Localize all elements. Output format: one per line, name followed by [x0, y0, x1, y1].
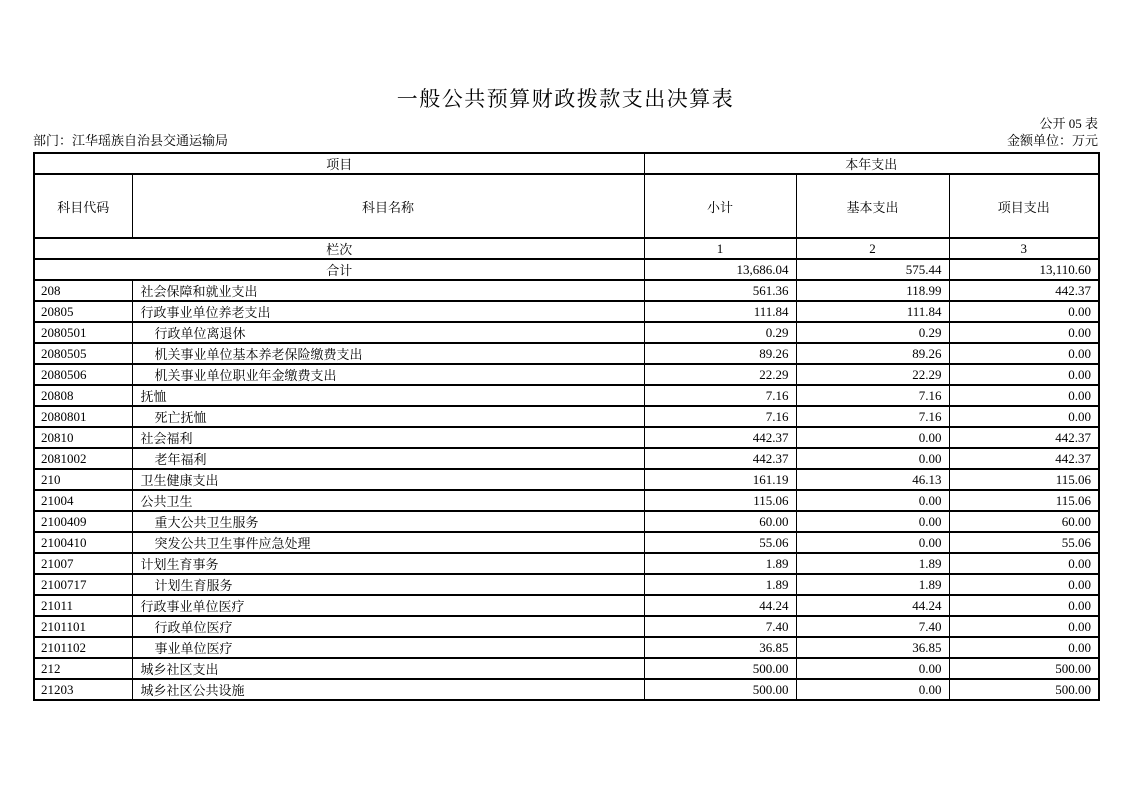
project-value: 115.06 [949, 469, 1099, 490]
subject-name: 行政单位医疗 [132, 616, 644, 637]
subtotal-value: 442.37 [644, 448, 796, 469]
subject-name: 死亡抚恤 [132, 406, 644, 427]
subtotal-value: 36.85 [644, 637, 796, 658]
subtotal-value: 60.00 [644, 511, 796, 532]
table-row [34, 574, 1099, 595]
table-row [34, 679, 1099, 700]
subject-code: 2080501 [34, 322, 132, 343]
budget-table [33, 152, 1100, 701]
table-row [34, 637, 1099, 658]
basic-value: 0.00 [796, 679, 949, 700]
unit-label: 金额单位：万元 [1006, 133, 1098, 148]
table-row [34, 532, 1099, 553]
project-value: 0.00 [949, 553, 1099, 574]
subtotal-value: 7.16 [644, 406, 796, 427]
subject-code: 21007 [34, 553, 132, 574]
subject-name: 城乡社区支出 [132, 658, 644, 679]
column-header-subtotal: 小计 [644, 174, 796, 238]
project-value: 0.00 [949, 616, 1099, 637]
subtotal-value: 7.16 [644, 385, 796, 406]
column-index-1: 1 [644, 238, 796, 259]
column-header-name: 科目名称 [132, 174, 644, 238]
subject-code: 20810 [34, 427, 132, 448]
table-row [34, 280, 1099, 301]
project-value: 0.00 [949, 637, 1099, 658]
subject-name: 机关事业单位基本养老保险缴费支出 [132, 343, 644, 364]
basic-value: 111.84 [796, 301, 949, 322]
subject-name: 计划生育事务 [132, 553, 644, 574]
table-row [34, 469, 1099, 490]
column-index-3: 3 [949, 238, 1099, 259]
project-value: 55.06 [949, 532, 1099, 553]
subtotal-value: 0.29 [644, 322, 796, 343]
basic-value: 1.89 [796, 553, 949, 574]
basic-value: 7.40 [796, 616, 949, 637]
subject-code: 210 [34, 469, 132, 490]
subtotal-value: 89.26 [644, 343, 796, 364]
subject-name: 城乡社区公共设施 [132, 679, 644, 700]
subject-name: 社会保障和就业支出 [132, 280, 644, 301]
subject-code: 2080505 [34, 343, 132, 364]
basic-value: 118.99 [796, 280, 949, 301]
total-basic-value: 575.44 [796, 259, 949, 280]
table-row [34, 595, 1099, 616]
column-header-basic: 基本支出 [796, 174, 949, 238]
project-value: 0.00 [949, 406, 1099, 427]
basic-value: 22.29 [796, 364, 949, 385]
table-row [34, 616, 1099, 637]
subject-code: 2080801 [34, 406, 132, 427]
project-value: 442.37 [949, 427, 1099, 448]
table-row [34, 385, 1099, 406]
basic-value: 0.00 [796, 490, 949, 511]
meta-row [33, 133, 1098, 149]
subject-name: 行政单位离退休 [132, 322, 644, 343]
subject-code: 2081002 [34, 448, 132, 469]
table-row [34, 658, 1099, 679]
subtotal-value: 161.19 [644, 469, 796, 490]
subject-name: 行政事业单位医疗 [132, 595, 644, 616]
table-row [34, 490, 1099, 511]
subtotal-value: 442.37 [644, 427, 796, 448]
header-group-row [34, 153, 1099, 174]
column-index-2: 2 [796, 238, 949, 259]
project-value: 0.00 [949, 574, 1099, 595]
basic-value: 44.24 [796, 595, 949, 616]
subject-code: 21011 [34, 595, 132, 616]
group-header-current-year: 本年支出 [644, 153, 1099, 174]
subject-name: 社会福利 [132, 427, 644, 448]
basic-value: 36.85 [796, 637, 949, 658]
subtotal-value: 500.00 [644, 658, 796, 679]
subject-name: 行政事业单位养老支出 [132, 301, 644, 322]
subject-name: 重大公共卫生服务 [132, 511, 644, 532]
department-label: 部门：江华瑶族自治县交通运输局 [33, 133, 229, 148]
total-row [34, 259, 1099, 280]
subject-code: 20808 [34, 385, 132, 406]
basic-value: 1.89 [796, 574, 949, 595]
subtotal-value: 1.89 [644, 574, 796, 595]
subject-code: 2100410 [34, 532, 132, 553]
basic-value: 7.16 [796, 385, 949, 406]
project-value: 115.06 [949, 490, 1099, 511]
subject-name: 公共卫生 [132, 490, 644, 511]
column-header-code: 科目代码 [34, 174, 132, 238]
subject-code: 2080506 [34, 364, 132, 385]
subject-name: 抚恤 [132, 385, 644, 406]
subject-name: 事业单位医疗 [132, 637, 644, 658]
page-title: 一般公共预算财政拨款支出决算表 [396, 87, 735, 111]
group-header-project: 项目 [34, 153, 644, 174]
subject-name: 老年福利 [132, 448, 644, 469]
header-index-row [34, 238, 1099, 259]
column-header-project: 项目支出 [949, 174, 1099, 238]
basic-value: 0.00 [796, 511, 949, 532]
column-index-label: 栏次 [34, 238, 644, 259]
subject-name: 机关事业单位职业年金缴费支出 [132, 364, 644, 385]
project-value: 0.00 [949, 343, 1099, 364]
basic-value: 7.16 [796, 406, 949, 427]
subtotal-value: 22.29 [644, 364, 796, 385]
project-value: 500.00 [949, 658, 1099, 679]
subtotal-value: 55.06 [644, 532, 796, 553]
project-value: 0.00 [949, 595, 1099, 616]
subtotal-value: 111.84 [644, 301, 796, 322]
table-row [34, 322, 1099, 343]
total-project-value: 13,110.60 [949, 259, 1099, 280]
subject-code: 2101102 [34, 637, 132, 658]
table-row [34, 553, 1099, 574]
subject-code: 2100409 [34, 511, 132, 532]
basic-value: 0.00 [796, 448, 949, 469]
subject-code: 2100717 [34, 574, 132, 595]
table-row [34, 364, 1099, 385]
subtotal-value: 1.89 [644, 553, 796, 574]
table-row [34, 427, 1099, 448]
table-row [34, 406, 1099, 427]
basic-value: 46.13 [796, 469, 949, 490]
basic-value: 0.29 [796, 322, 949, 343]
project-value: 442.37 [949, 280, 1099, 301]
subject-name: 卫生健康支出 [132, 469, 644, 490]
basic-value: 0.00 [796, 427, 949, 448]
subtotal-value: 7.40 [644, 616, 796, 637]
header-columns-row [34, 174, 1099, 238]
basic-value: 0.00 [796, 532, 949, 553]
table-row [34, 448, 1099, 469]
subtotal-value: 561.36 [644, 280, 796, 301]
basic-value: 89.26 [796, 343, 949, 364]
subject-code: 21004 [34, 490, 132, 511]
total-label: 合计 [34, 259, 644, 280]
project-value: 0.00 [949, 364, 1099, 385]
project-value: 0.00 [949, 301, 1099, 322]
table-row [34, 301, 1099, 322]
subtotal-value: 115.06 [644, 490, 796, 511]
subject-code: 212 [34, 658, 132, 679]
subject-code: 20805 [34, 301, 132, 322]
project-value: 442.37 [949, 448, 1099, 469]
table-row [34, 511, 1099, 532]
subject-code: 208 [34, 280, 132, 301]
subject-name: 突发公共卫生事件应急处理 [132, 532, 644, 553]
project-value: 0.00 [949, 322, 1099, 343]
subject-code: 2101101 [34, 616, 132, 637]
total-subtotal-value: 13,686.04 [644, 259, 796, 280]
subtotal-value: 44.24 [644, 595, 796, 616]
subject-code: 21203 [34, 679, 132, 700]
project-value: 60.00 [949, 511, 1099, 532]
subtotal-value: 500.00 [644, 679, 796, 700]
basic-value: 0.00 [796, 658, 949, 679]
table-code-label: 公开 05 表 [1039, 116, 1098, 131]
project-value: 500.00 [949, 679, 1099, 700]
subject-name: 计划生育服务 [132, 574, 644, 595]
table-row [34, 343, 1099, 364]
project-value: 0.00 [949, 385, 1099, 406]
